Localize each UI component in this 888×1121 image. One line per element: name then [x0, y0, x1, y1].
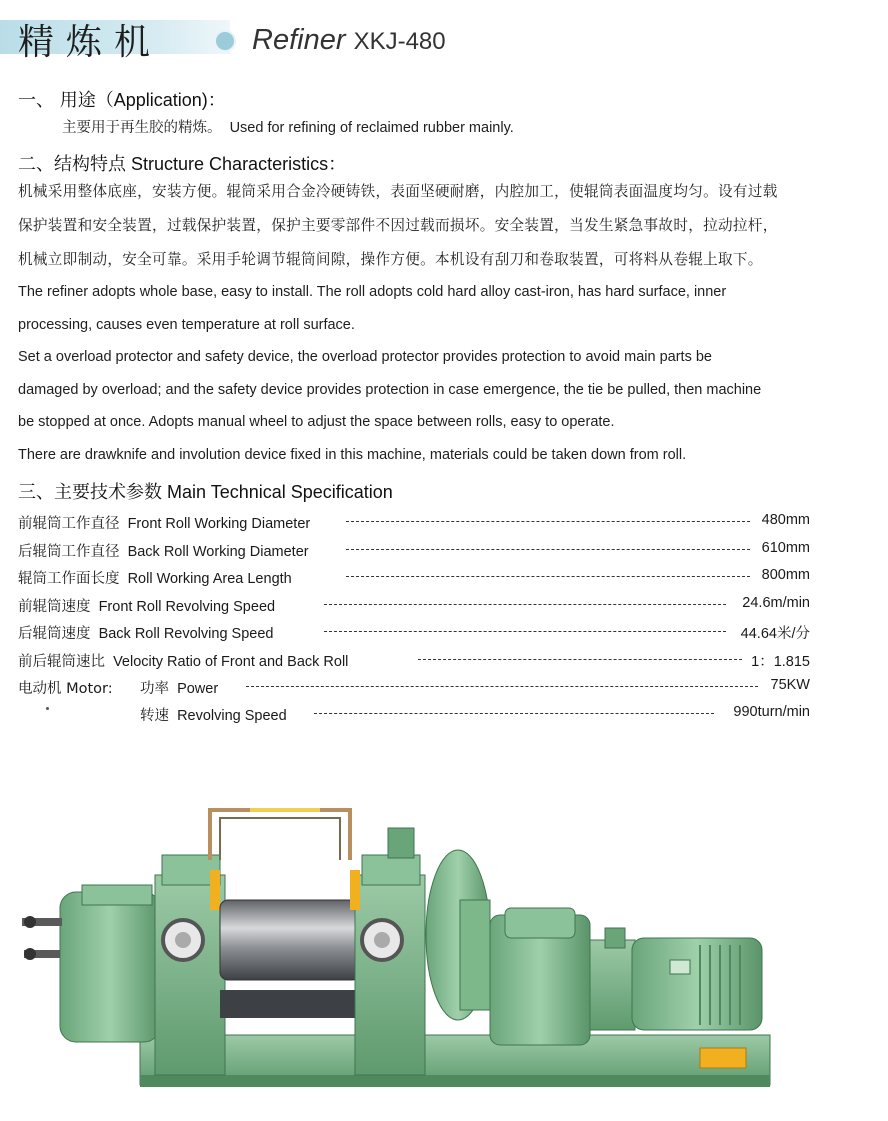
spec-row — [18, 540, 810, 564]
spec-leader-dashes — [346, 549, 750, 550]
section1-text — [62, 112, 514, 145]
spec-label-cn: 后辊筒工作直径 — [18, 544, 120, 560]
spec-label-en: Power — [177, 681, 219, 697]
section2-en-line: damaged by overload; and the safety device provides protection in case emergence, the tie be pulled, then machine — [18, 381, 762, 398]
section1-heading-cn: 一、 用途 — [18, 90, 96, 111]
spec-label-en: Revolving Speed — [177, 708, 287, 724]
spec-label-cn: 电动机 Motor: — [18, 681, 113, 697]
section2-cn-line: 保护装置和安全装置，过载保护装置，保护主要零部件不因过载而损坏。安全装置，当发生紧急事故时，拉动拉杆， — [18, 217, 778, 234]
spec-value: 610mm — [761, 540, 810, 556]
spec-leader-dashes — [418, 659, 742, 660]
title-en — [252, 24, 446, 57]
speck-decoration — [46, 707, 49, 710]
spec-label-cn: 辊筒工作面长度 — [18, 571, 120, 587]
section2-en-line: The refiner adopts whole base, easy to install. The roll adopts cold hard alloy cast-iron, has hard surface, inner — [18, 284, 727, 300]
spec-label-cn2: 功率 — [140, 681, 169, 697]
spec-row — [18, 567, 810, 591]
section2-cn-paragraph — [18, 175, 778, 277]
spec-row — [18, 622, 810, 646]
spec-value: 75KW — [770, 677, 810, 693]
spec-leader-dashes — [346, 576, 750, 577]
spec-value: 990turn/min — [733, 704, 810, 720]
spec-leader-dashes — [246, 686, 758, 687]
title-dot-decoration — [214, 30, 236, 52]
spec-leader-dashes — [346, 521, 750, 522]
title-en-name: Refiner — [252, 24, 346, 56]
section2-en-line: Set a overload protector and safety device, the overload protector provides protection to avoid main parts be — [18, 349, 712, 365]
section2-heading-en: Structure Characteristics： — [131, 154, 347, 174]
spec-label-cn: 前辊筒工作直径 — [18, 516, 120, 532]
spec-leader-dashes — [324, 604, 726, 605]
spec-leader-dashes — [314, 713, 714, 714]
title-model: XKJ-480 — [353, 28, 446, 55]
spec-row — [18, 677, 810, 701]
section1-heading — [18, 86, 226, 112]
spec-label-cn: 后辊筒速度 — [18, 626, 91, 642]
section2-en-line: processing, causes even temperature at roll surface. — [18, 316, 355, 333]
spec-leader-dashes — [324, 631, 726, 632]
spec-label-en: Velocity Ratio of Front and Back Roll — [113, 654, 349, 670]
spec-label-en: Roll Working Area Length — [127, 571, 292, 587]
section2-en-paragraph — [18, 276, 761, 471]
spec-label-en: Back Roll Working Diameter — [127, 544, 309, 560]
spec-row — [18, 650, 810, 674]
section3-heading — [18, 478, 393, 504]
section1-text-cn: 主要用于再生胶的精炼。 — [62, 120, 222, 136]
spec-row — [18, 512, 810, 536]
refiner-machine-illustration — [20, 800, 780, 1100]
spec-label-en: Back Roll Revolving Speed — [98, 626, 274, 642]
spec-value: 44.64米/分 — [740, 626, 810, 642]
section2-en-line: There are drawknife and involution device fixed in this machine, materials could be taken down from roll. — [18, 446, 687, 463]
spec-value: 800mm — [761, 567, 810, 583]
spec-label-en: Front Roll Working Diameter — [127, 516, 311, 532]
section2-cn-line: 机械采用整体底座，安装方便。辊筒采用合金冷硬铸铁，表面坚硬耐磨，内腔加工，使辊筒表面温度均匀。设有过载 — [18, 183, 778, 200]
spec-label-cn2: 转速 — [140, 708, 169, 724]
spec-label-cn: 前后辊筒速比 — [18, 654, 105, 670]
spec-row — [18, 595, 810, 619]
section2-heading-cn: 二、结构特点 — [18, 154, 126, 175]
section2-en-line: be stopped at once. Adopts manual wheel to adjust the space between rolls, easy to operate. — [18, 414, 615, 430]
section2-cn-line: 机械立即制动，安全可靠。采用手轮调节辊筒间隙，操作方便。本机设有刮刀和卷取装置，可将料从卷辊上取下。 — [18, 251, 763, 268]
section2-heading — [18, 150, 346, 176]
section3-heading-cn: 三、主要技术参数 — [18, 482, 162, 503]
section3-heading-en: Main Technical Specification — [167, 482, 393, 502]
section1-text-en: Used for refining of reclaimed rubber mainly. — [229, 120, 514, 136]
spec-value: 1：1.815 — [751, 654, 810, 670]
spec-value: 24.6m/min — [742, 595, 810, 611]
title-cn: 精炼机 — [18, 22, 163, 63]
section1-heading-en: （Application)： — [95, 90, 226, 110]
spec-row — [18, 704, 810, 728]
spec-label-en: Front Roll Revolving Speed — [98, 599, 276, 615]
spec-value: 480mm — [761, 512, 810, 528]
spec-label-cn: 前辊筒速度 — [18, 599, 91, 615]
